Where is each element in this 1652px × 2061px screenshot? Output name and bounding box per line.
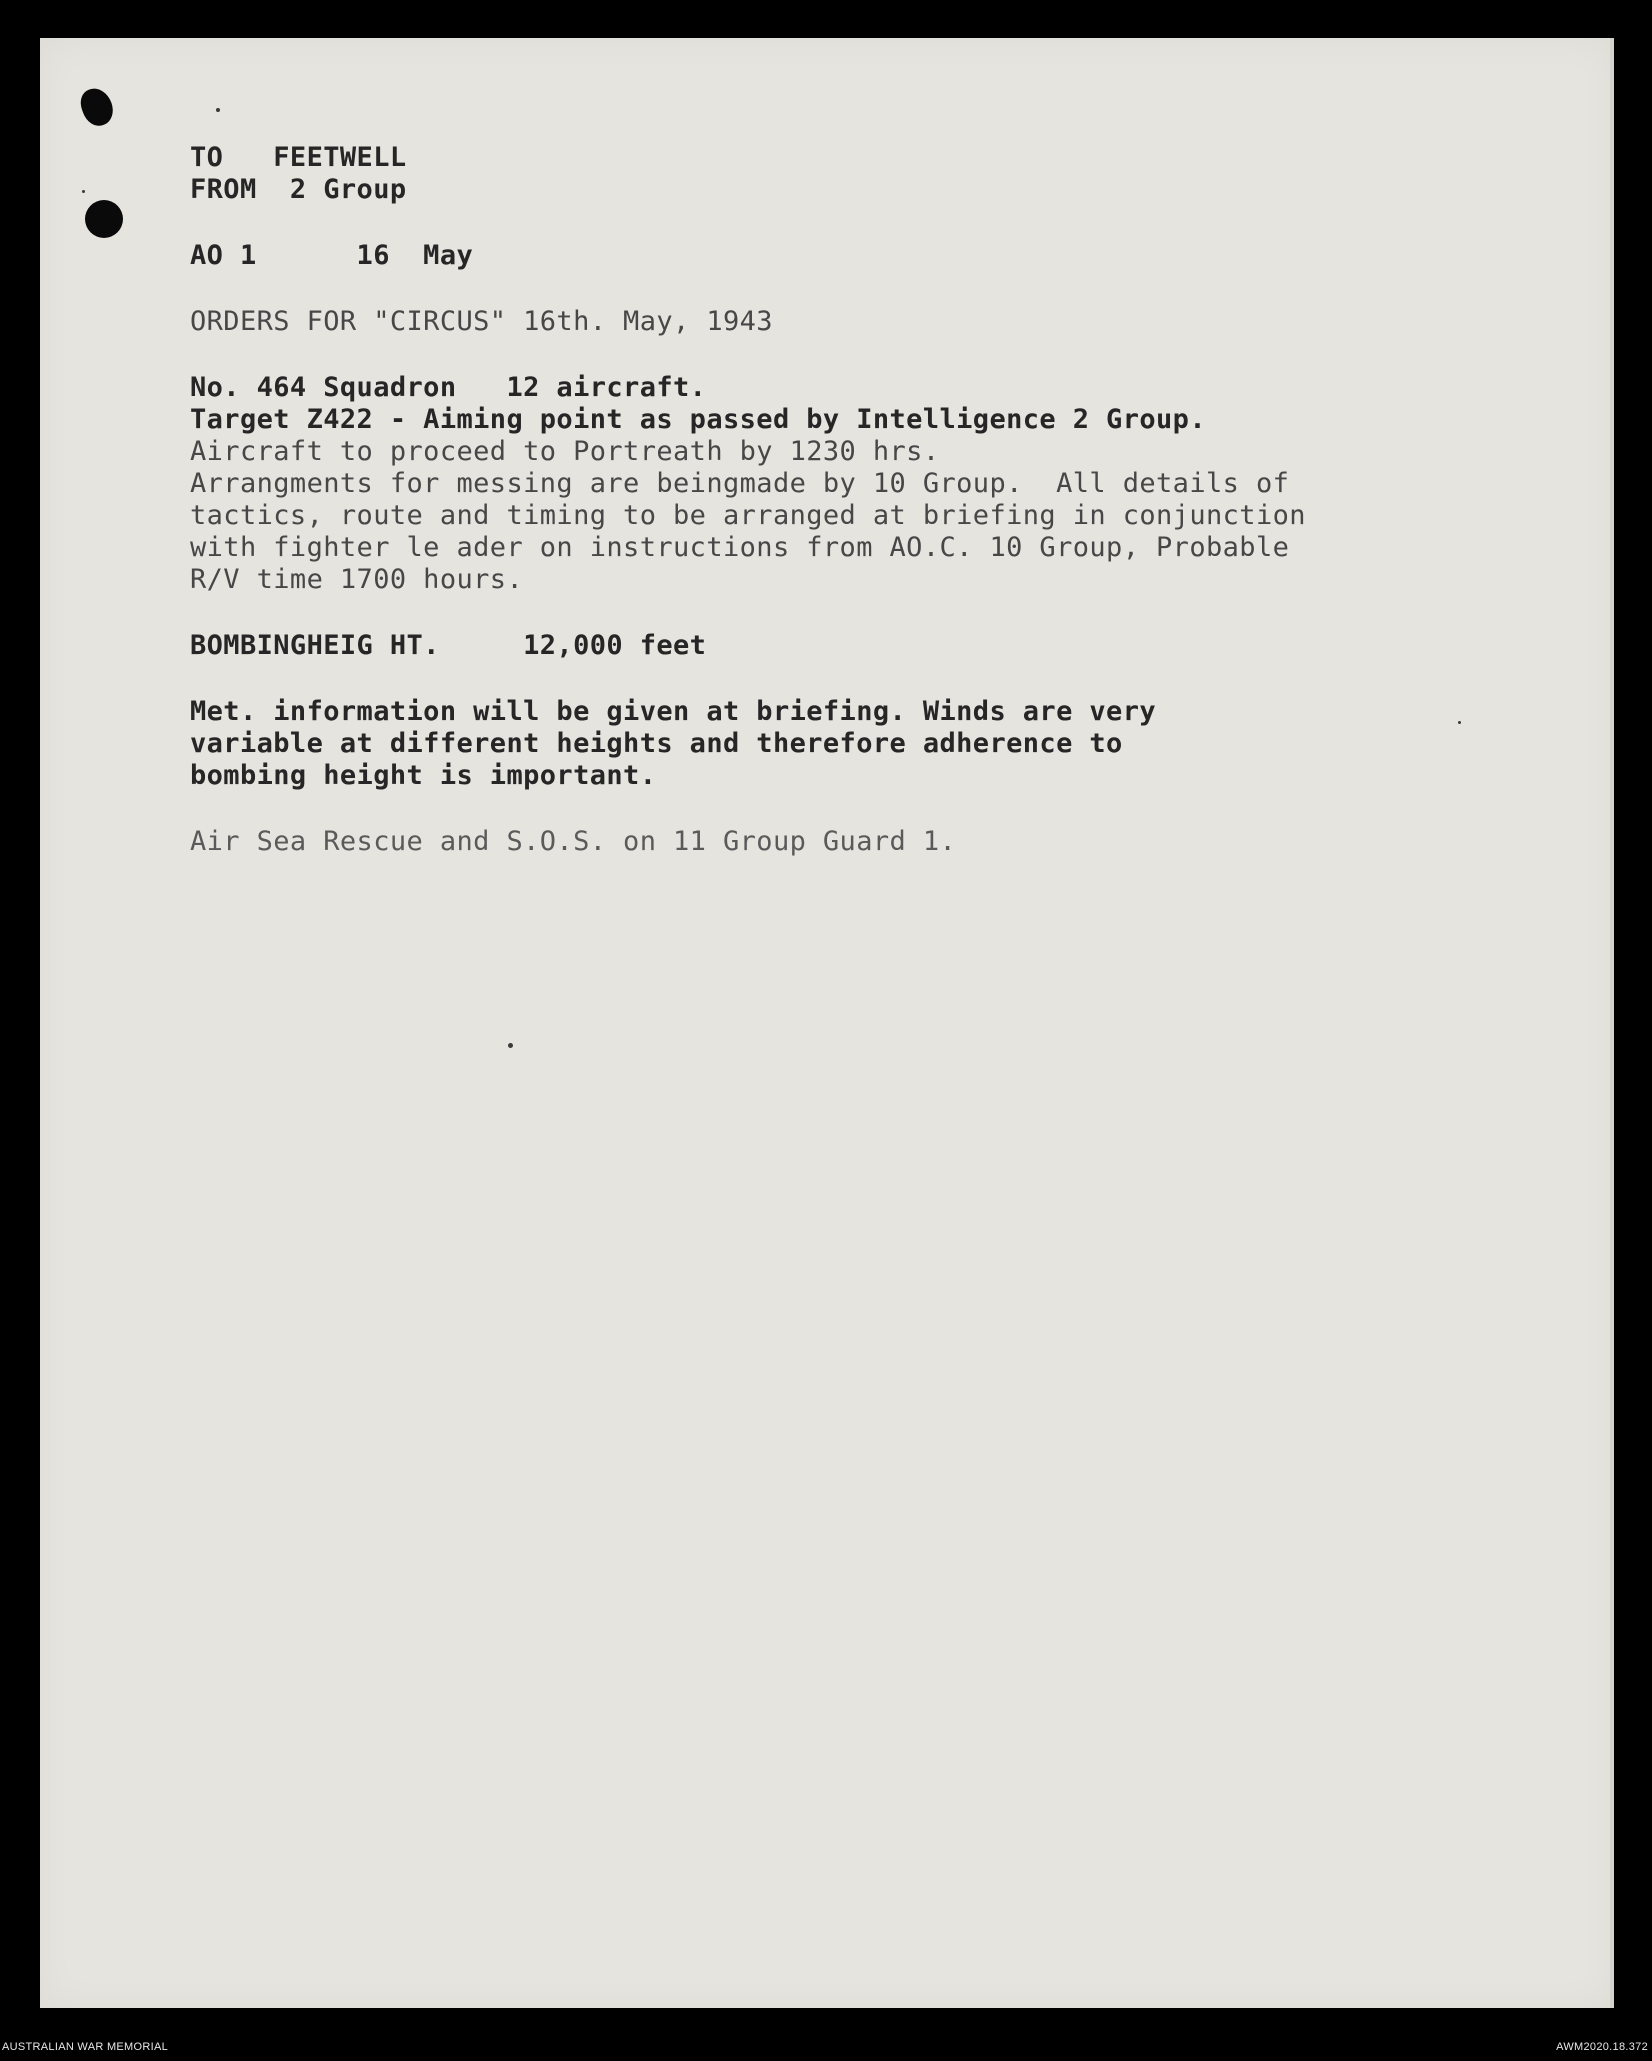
reference-line: AO 1 16 May: [190, 240, 474, 271]
body-line: tactics, route and timing to be arranged at briefing in conjunction: [190, 500, 1306, 531]
body-line: Aircraft to proceed to Portreath by 1230 hrs.: [190, 436, 940, 467]
header-from: FROM 2 Group: [190, 174, 407, 205]
rescue-line: Air Sea Rescue and S.O.S. on 11 Group Guard 1.: [190, 826, 957, 857]
body-line: with fighter le ader on instructions from AO.C. 10 Group, Probable: [190, 532, 1290, 563]
header-to: TO FEETWELL: [190, 142, 407, 173]
met-line: variable at different heights and therefore adherence to: [190, 728, 1123, 759]
body-line: Arrangments for messing are beingmade by 10 Group. All details of: [190, 468, 1290, 499]
footer-credit: AUSTRALIAN WAR MEMORIAL: [2, 2041, 169, 2053]
document-title: ORDERS FOR "CIRCUS" 16th. May, 1943: [190, 306, 773, 337]
bombing-height-line: BOMBINGHEIG HT. 12,000 feet: [190, 630, 707, 661]
squadron-line: No. 464 Squadron 12 aircraft.: [190, 372, 707, 403]
met-line: Met. information will be given at briefing. Winds are very: [190, 696, 1157, 727]
met-line: bombing height is important.: [190, 760, 657, 791]
footer-accession: AWM2020.18.372: [1556, 2041, 1648, 2053]
body-line: R/V time 1700 hours.: [190, 564, 524, 595]
body-line: Target Z422 - Aiming point as passed by Intelligence 2 Group.: [190, 404, 1206, 435]
